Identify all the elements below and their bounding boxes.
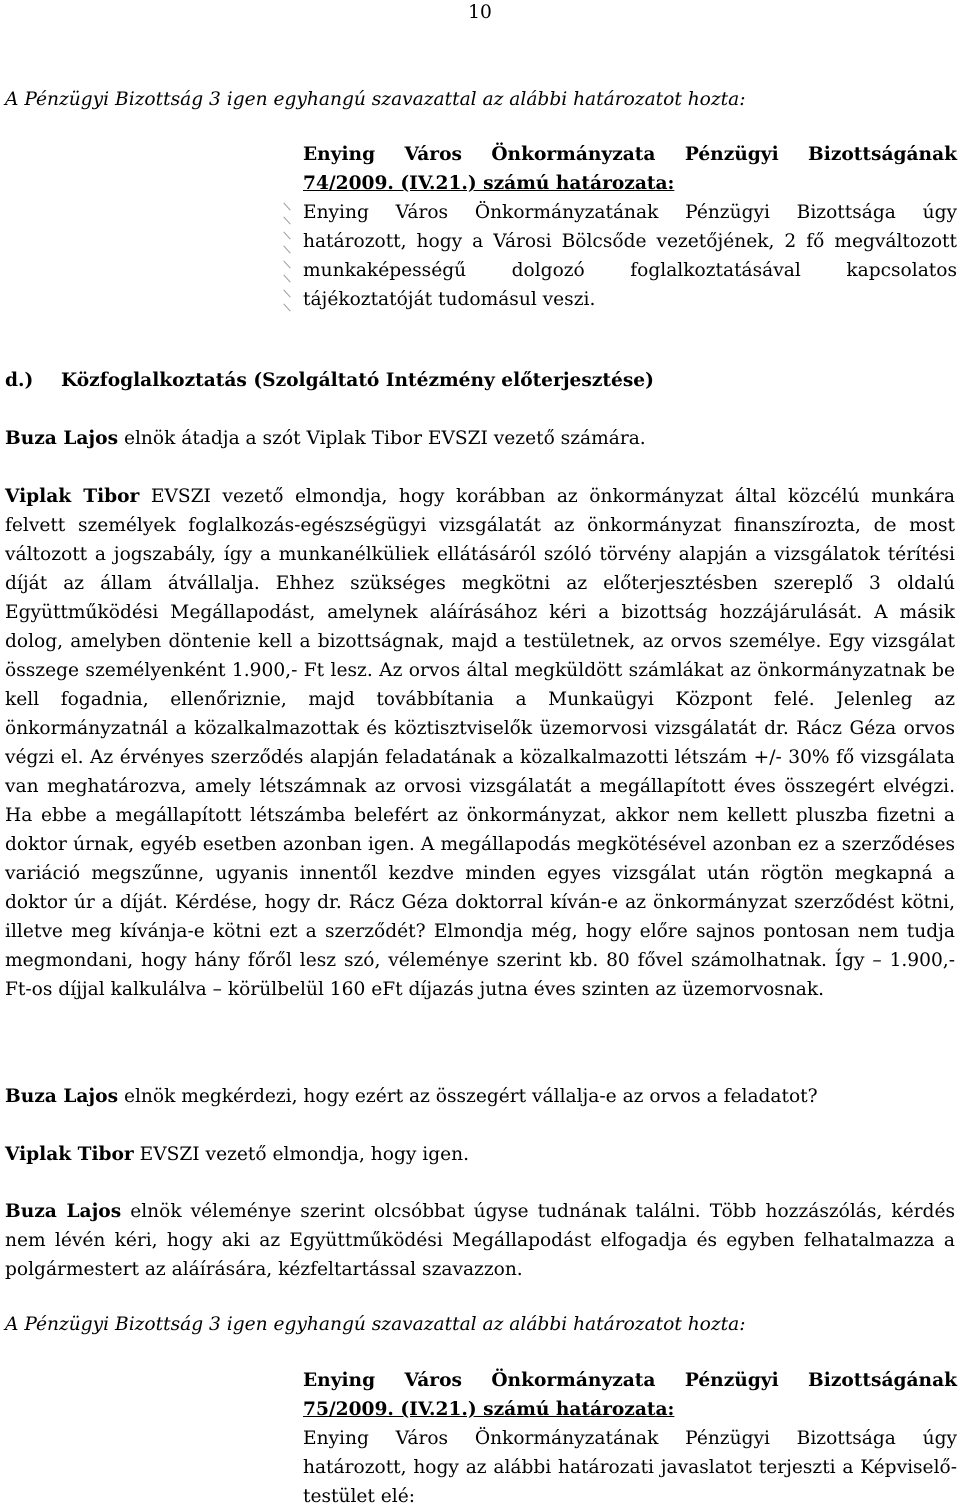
margin-mark — [279, 256, 295, 285]
speaker-name: Buza Lajos — [5, 428, 119, 449]
margin-mark — [279, 285, 295, 314]
speaker-name: Viplak Tibor — [5, 1144, 134, 1165]
resolution-number: 75/2009. (IV.21.) számú határozata: — [303, 1399, 675, 1420]
paragraph-text: elnök átadja a szót Viplak Tibor EVSZI vezető számára. — [118, 428, 646, 449]
paragraph-text: elnök megkérdezi, hogy ezért az összegért vállalja-e az orvos a feladatot? — [118, 1086, 818, 1107]
resolution-74 — [303, 140, 957, 314]
speaker-name: Viplak Tibor — [5, 486, 140, 507]
paragraph-text: EVSZI vezető elmondja, hogy igen. — [133, 1144, 469, 1165]
resolution-number: 74/2009. (IV.21.) számú határozata: — [303, 173, 675, 194]
section-letter: d.) — [5, 370, 34, 391]
paragraph — [5, 424, 955, 453]
margin-marks — [279, 198, 295, 314]
resolution-title: Enying Város Önkormányzata Pénzügyi Bizottságának — [303, 1370, 957, 1391]
paragraph — [5, 1197, 955, 1284]
paragraph-text: elnök véleménye szerint olcsóbbat úgyse tudnának találni. Több hozzászólás, kérdés nem lévén kéri, hogy aki az Együttműködési Megállapodást elfogadja és egyben felhatalmazza a polgármestert az aláírására, kézfeltartással szavazzon. — [5, 1201, 955, 1280]
paragraph — [5, 1082, 955, 1111]
resolution-text: Enying Város Önkormányzatának Pénzügyi Bizottsága úgy határozott, hogy az alábbi határozati javaslatot terjeszti a Képviselő-testület elé: — [303, 1428, 957, 1507]
resolution-text: Enying Város Önkormányzatának Pénzügyi Bizottsága úgy határozott, hogy a Városi Bölcsőde vezetőjének, 2 fő megváltozott munkaképességű dolgozó foglalkoztatásával kapcsolatos tájékoztatóját tudomásul veszi. — [303, 202, 957, 310]
speaker-name: Buza Lajos — [5, 1086, 119, 1107]
section-heading-d — [5, 366, 654, 395]
paragraph — [5, 1140, 955, 1169]
page-number: 10 — [468, 2, 492, 23]
speaker-name: Buza Lajos — [5, 1201, 122, 1222]
paragraph — [5, 482, 955, 1004]
margin-mark — [279, 198, 295, 227]
section-title: Közfoglalkoztatás (Szolgáltató Intézmény előterjesztése) — [61, 370, 654, 391]
vote-intro-1: A Pénzügyi Bizottság 3 igen egyhangú szavazattal az alábbi határozatot hozta: — [5, 89, 746, 110]
vote-intro-2: A Pénzügyi Bizottság 3 igen egyhangú szavazattal az alábbi határozatot hozta: — [5, 1314, 746, 1335]
paragraph-text: EVSZI vezető elmondja, hogy korábban az önkormányzat által közcélú munkára felvett személyek foglalkozás-egészségügyi vizsgálatát az önkormányzat finanszírozta, de most változott a jogszabály, így a munkanélküliek ellátásáról szóló törvény alapján a vizsgálatok térítési díját az állam átvállalja. Ehhez szükséges megkötni az előterjesztésben szereplő 3 oldalú Együttműködési Megállapodást, amelynek aláírásához kéri a bizottság hozzájárulását. A másik dolog, amelyben döntenie kell a bizottságnak, majd a testületnek, az orvos személye. Egy vizsgálat összege személyenként 1.900,- Ft lesz. Az orvos által megküldött számlákat az önkormányzatnak be kell fogadnia, ellenőriznie, majd továbbítania a Munkaügyi Központ felé. Jelenleg az önkormányzatnál a közalkalmazottak és köztisztviselők üzemorvosi vizsgálatát dr. Rácz Géza orvos végzi el. Az érvényes szerződés alapján feladatának a közalkalmazotti létszám +/- 30% fő vizsgálata van meghatározva, amely létszámnak az orvosi vizsgálatát a megállapított éves összegért elvégzi. Ha ebbe a megállapított létszámba belefért az önkormányzat, akkor nem kellett pluszba fizetni a doktor úrnak, egyéb esetben azonban igen. A megállapodás megkötésével azonban ez a szerződéses variáció megszűnne, ugyanis innentől kezdve minden egyes vizsgálat után rögtön megkapná a doktor úr a díját. Kérdése, hogy dr. Rácz Géza doktorral kíván-e az önkormányzat szerződést kötni, illetve meg kívánja-e kötni ezt a szerződét? Elmondja még, hogy előre sajnos pontosan nem tudja megmondani, hogy hány főről lesz szó, véleménye szerint kb. 80 fővel számolhatnak. Így – 1.900,- Ft-os díjjal kalkulálva – körülbelül 160 eFt díjazás jutna éves szinten az üzemorvosnak. — [5, 486, 955, 1000]
margin-mark — [279, 227, 295, 256]
resolution-75 — [303, 1366, 957, 1511]
resolution-title: Enying Város Önkormányzata Pénzügyi Bizottságának — [303, 144, 957, 165]
